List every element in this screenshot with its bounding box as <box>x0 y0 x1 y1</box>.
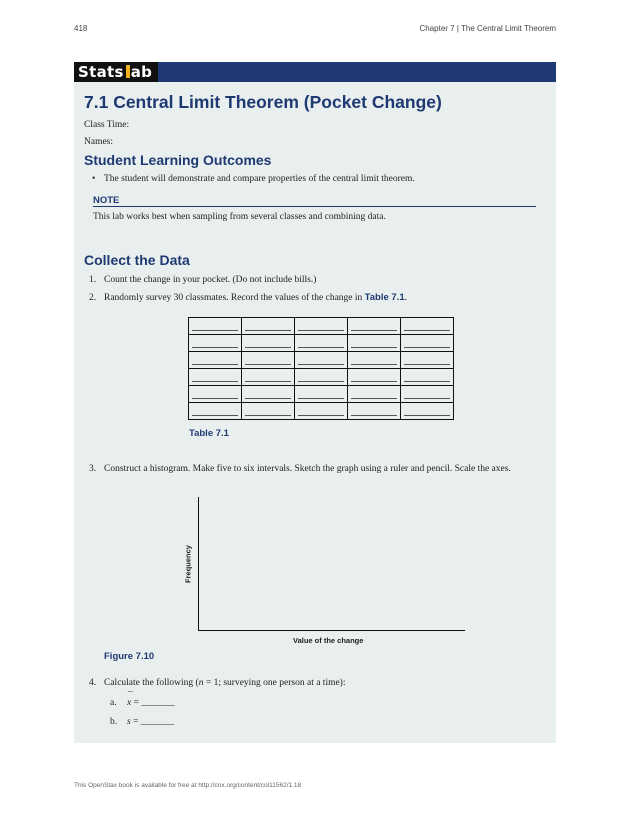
table-cell[interactable] <box>401 335 454 352</box>
y-axis-label: Frequency <box>183 545 193 583</box>
table-cell[interactable] <box>295 352 348 369</box>
table-cell[interactable] <box>295 369 348 386</box>
answer-blank[interactable]: = _______ <box>130 717 175 727</box>
substep-letter: a. <box>110 698 117 708</box>
table-cell[interactable] <box>242 386 295 403</box>
step-number: 2. <box>89 293 97 303</box>
data-table <box>188 317 454 420</box>
table-row <box>189 403 454 420</box>
table-row <box>189 335 454 352</box>
logo-bar-icon <box>126 65 130 78</box>
table-cell[interactable] <box>401 318 454 335</box>
stats-lab-logo <box>74 62 158 82</box>
table-cell[interactable] <box>401 403 454 420</box>
n-variable: n <box>198 678 204 688</box>
step-number: 4. <box>89 678 97 688</box>
step-number: 1. <box>89 275 97 285</box>
table-cell[interactable] <box>295 386 348 403</box>
step-2 <box>89 292 407 303</box>
table-cell[interactable] <box>348 369 401 386</box>
table-cell[interactable] <box>348 403 401 420</box>
table-cell[interactable] <box>295 335 348 352</box>
table-cell[interactable] <box>189 369 242 386</box>
page-title: 7.1 Central Limit Theorem (Pocket Change) <box>84 92 442 112</box>
bullet-icon: • <box>92 174 96 184</box>
table-cell[interactable] <box>401 386 454 403</box>
x-axis-label: Value of the change <box>293 636 364 645</box>
step-number: 3. <box>89 464 97 474</box>
table-cell[interactable] <box>242 318 295 335</box>
note-label: NOTE <box>93 195 120 206</box>
substep-b <box>110 717 174 727</box>
table-cell[interactable] <box>242 352 295 369</box>
names-field: Names: <box>84 137 114 147</box>
chapter-header: Chapter 7 | The Central Limit Theorem <box>419 24 556 33</box>
figure-caption: Figure 7.10 <box>104 651 155 662</box>
outcome-item <box>92 174 415 184</box>
page-number: 418 <box>74 24 88 33</box>
logo-text-ab: ab <box>130 63 153 81</box>
note-divider <box>93 206 536 207</box>
table-cell[interactable] <box>401 352 454 369</box>
table-cell[interactable] <box>348 318 401 335</box>
collect-heading: Collect the Data <box>84 252 190 268</box>
footer-note: This OpenStax book is available for free at http://cnx.org/content/col11562/1.18 <box>74 782 302 789</box>
table-cell[interactable] <box>189 403 242 420</box>
stats-lab-banner <box>74 62 556 82</box>
step-text: Randomly survey 30 classmates. Record the values of the change in <box>104 293 365 303</box>
x-bar-symbol: ¯ x <box>127 698 131 708</box>
step-text-end: . <box>404 293 407 303</box>
step-4 <box>89 678 346 688</box>
step-1 <box>89 275 316 285</box>
note-text: This lab works best when sampling from several classes and combining data. <box>93 212 386 222</box>
table-cell[interactable] <box>348 352 401 369</box>
table-cell[interactable] <box>401 369 454 386</box>
substep-a <box>110 698 175 708</box>
table-row <box>189 386 454 403</box>
step-text: Calculate the following ( <box>104 678 199 688</box>
histogram-y-axis <box>198 497 199 631</box>
table-cell[interactable] <box>295 403 348 420</box>
table-cell[interactable] <box>242 335 295 352</box>
answer-blank[interactable]: = _______ <box>131 698 175 708</box>
table-cell[interactable] <box>242 369 295 386</box>
table-cell[interactable] <box>189 335 242 352</box>
table-cell[interactable] <box>189 318 242 335</box>
table-cell[interactable] <box>242 403 295 420</box>
outcomes-heading: Student Learning Outcomes <box>84 152 272 168</box>
class-time-field: Class Time: <box>84 120 130 130</box>
table-row <box>189 369 454 386</box>
table-cell[interactable] <box>189 386 242 403</box>
step-text: Construct a histogram. Make five to six intervals. Sketch the graph using a ruler and pencil. Scale the axes. <box>104 464 511 474</box>
table-7-1-link[interactable]: Table 7.1 <box>364 292 405 303</box>
logo-text-stats: Stats <box>78 63 124 81</box>
s-symbol: s <box>127 717 131 727</box>
step-text: Count the change in your pocket. (Do not include bills.) <box>104 275 317 285</box>
table-cell[interactable] <box>295 318 348 335</box>
table-cell[interactable] <box>348 386 401 403</box>
step-3 <box>89 464 511 474</box>
substep-letter: b. <box>110 717 118 727</box>
outcome-text: The student will demonstrate and compare properties of the central limit theorem. <box>104 174 415 184</box>
table-row <box>189 352 454 369</box>
table-cell[interactable] <box>348 335 401 352</box>
table-row <box>189 318 454 335</box>
histogram-x-axis <box>198 630 465 631</box>
table-caption: Table 7.1 <box>189 428 229 439</box>
table-cell[interactable] <box>189 352 242 369</box>
step-text: = 1; surveying one person at a time): <box>203 678 346 688</box>
